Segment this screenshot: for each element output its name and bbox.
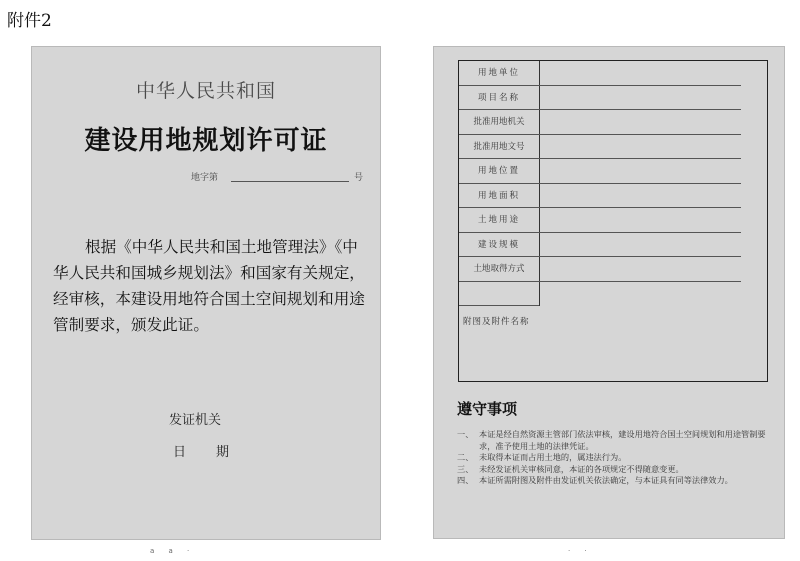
notice-text: 本证所需附图及附件由发证机关依法确定，与本证具有同等法律效力。 (479, 475, 733, 486)
field-row-project-name (459, 86, 767, 111)
field-row-acquisition-method (459, 257, 767, 282)
notice-text: 本证是经自然资源主管部门依法审核，建设用地符合国土空间规划和用途管制要求，准予使用土地的法律凭证。 (479, 429, 766, 451)
date-char-2: 期 (216, 445, 230, 460)
notice-item (457, 429, 777, 452)
notice-title: 遵守事项 (457, 400, 518, 418)
field-row-construction-scale (459, 233, 767, 258)
issuer-label: 发证机关 (169, 413, 222, 428)
cert-number-prefix: 地字第 (191, 173, 219, 183)
certificate-body-text (53, 234, 371, 338)
field-label: 项目名称 (477, 92, 520, 103)
certificate-title: 建设用地规划许可证 (84, 126, 328, 156)
notice-text: 未经发证机关审核同意，本证的各项规定不得随意变更。 (479, 463, 684, 474)
notice-number: 一、 (457, 429, 474, 439)
notice-number: 三、 (457, 463, 474, 474)
notice-number: 二、 (457, 452, 474, 463)
field-row-land-location (459, 159, 767, 184)
field-row-land-use (459, 208, 767, 233)
field-label: 批准用地文号 (473, 141, 525, 152)
field-label: 土地取得方式 (473, 264, 525, 274)
body-line: 根据《中华人民共和国土地管理法》《中 (85, 238, 358, 256)
date-label (173, 441, 229, 460)
notice-number: 四、 (457, 475, 474, 486)
attachments-label: 附图及附件名称 (463, 317, 530, 327)
scan-footer-mark: a a · (150, 547, 196, 555)
notice-item (457, 475, 777, 487)
certificate-number (191, 170, 363, 184)
notice-list (457, 429, 777, 487)
scan-footer-mark: · · (568, 547, 593, 555)
body-line: 管制要求，颁发此证。 (53, 316, 209, 334)
notice-item (457, 452, 777, 464)
cert-number-suffix: 号 (353, 173, 363, 183)
field-label: 批准用地机关 (473, 117, 525, 127)
field-row-approval-document (459, 135, 767, 160)
cert-number-blank (231, 181, 349, 182)
field-label: 用地单位 (477, 68, 520, 78)
field-label: 建设规模 (477, 239, 520, 250)
body-line: 华人民共和国城乡规划法》和国家有关规定， (53, 264, 365, 282)
certificate-details-page (433, 46, 785, 539)
details-table (458, 60, 768, 382)
field-row-spacer (459, 282, 767, 307)
field-label: 土地用途 (477, 215, 520, 225)
body-line: 经审核，本建设用地符合国土空间规划和用途 (53, 290, 365, 308)
notice-text: 未取得本证而占用土地的，属违法行为。 (479, 452, 627, 463)
certificate-cover-page (31, 46, 381, 540)
field-label: 用地面积 (477, 190, 520, 201)
field-label: 用地位置 (477, 166, 520, 176)
attachment-label: 附件2 (7, 11, 52, 31)
field-row-land-user (459, 61, 767, 86)
field-row-land-area (459, 184, 767, 209)
date-char-1: 日 (173, 445, 187, 460)
field-row-approval-authority (459, 110, 767, 135)
country-name: 中华人民共和国 (135, 80, 276, 102)
notice-item (457, 464, 777, 476)
